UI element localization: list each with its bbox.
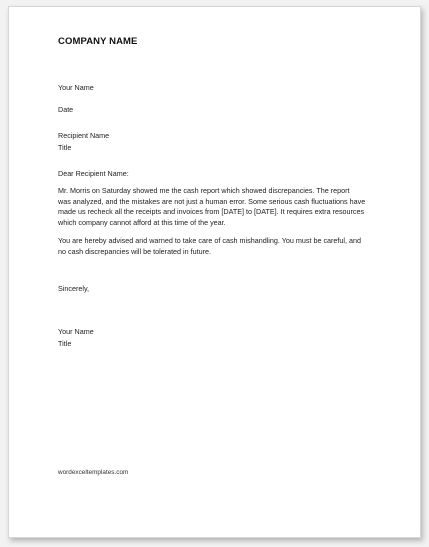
letter-page	[8, 6, 421, 538]
sender-name: Your Name	[58, 83, 94, 92]
footer-website: wordexceltemplates.com	[58, 469, 129, 476]
body-paragraph-2	[58, 236, 362, 257]
paragraph-line: was analyzed, and the mistakes are not just a human error. Some serious cash fluctuations have	[58, 196, 366, 206]
body-paragraph-1	[58, 186, 366, 228]
paragraph-line: Mr. Morris on Saturday showed me the cash report which showed discrepancies. The report	[58, 186, 350, 195]
paragraph-line: no cash discrepancies will be tolerated in future.	[58, 246, 212, 256]
closing: Sincerely,	[58, 284, 90, 293]
company-name: COMPANY NAME	[58, 36, 138, 47]
paragraph-line: which company cannot afford at this time of the year.	[58, 217, 226, 227]
salutation: Dear Recipient Name:	[58, 169, 129, 178]
paragraph-line: made us recheck all the receipts and invoices from [DATE] to [DATE]. It requires extra resources	[58, 207, 365, 216]
signature-title: Title	[58, 339, 72, 348]
signature-name: Your Name	[58, 327, 94, 336]
recipient-name: Recipient Name	[58, 131, 110, 140]
recipient-title: Title	[58, 143, 72, 152]
paragraph-line: You are hereby advised and warned to take care of cash mishandling. You must be careful, and	[58, 236, 362, 245]
letter-date: Date	[58, 105, 74, 114]
